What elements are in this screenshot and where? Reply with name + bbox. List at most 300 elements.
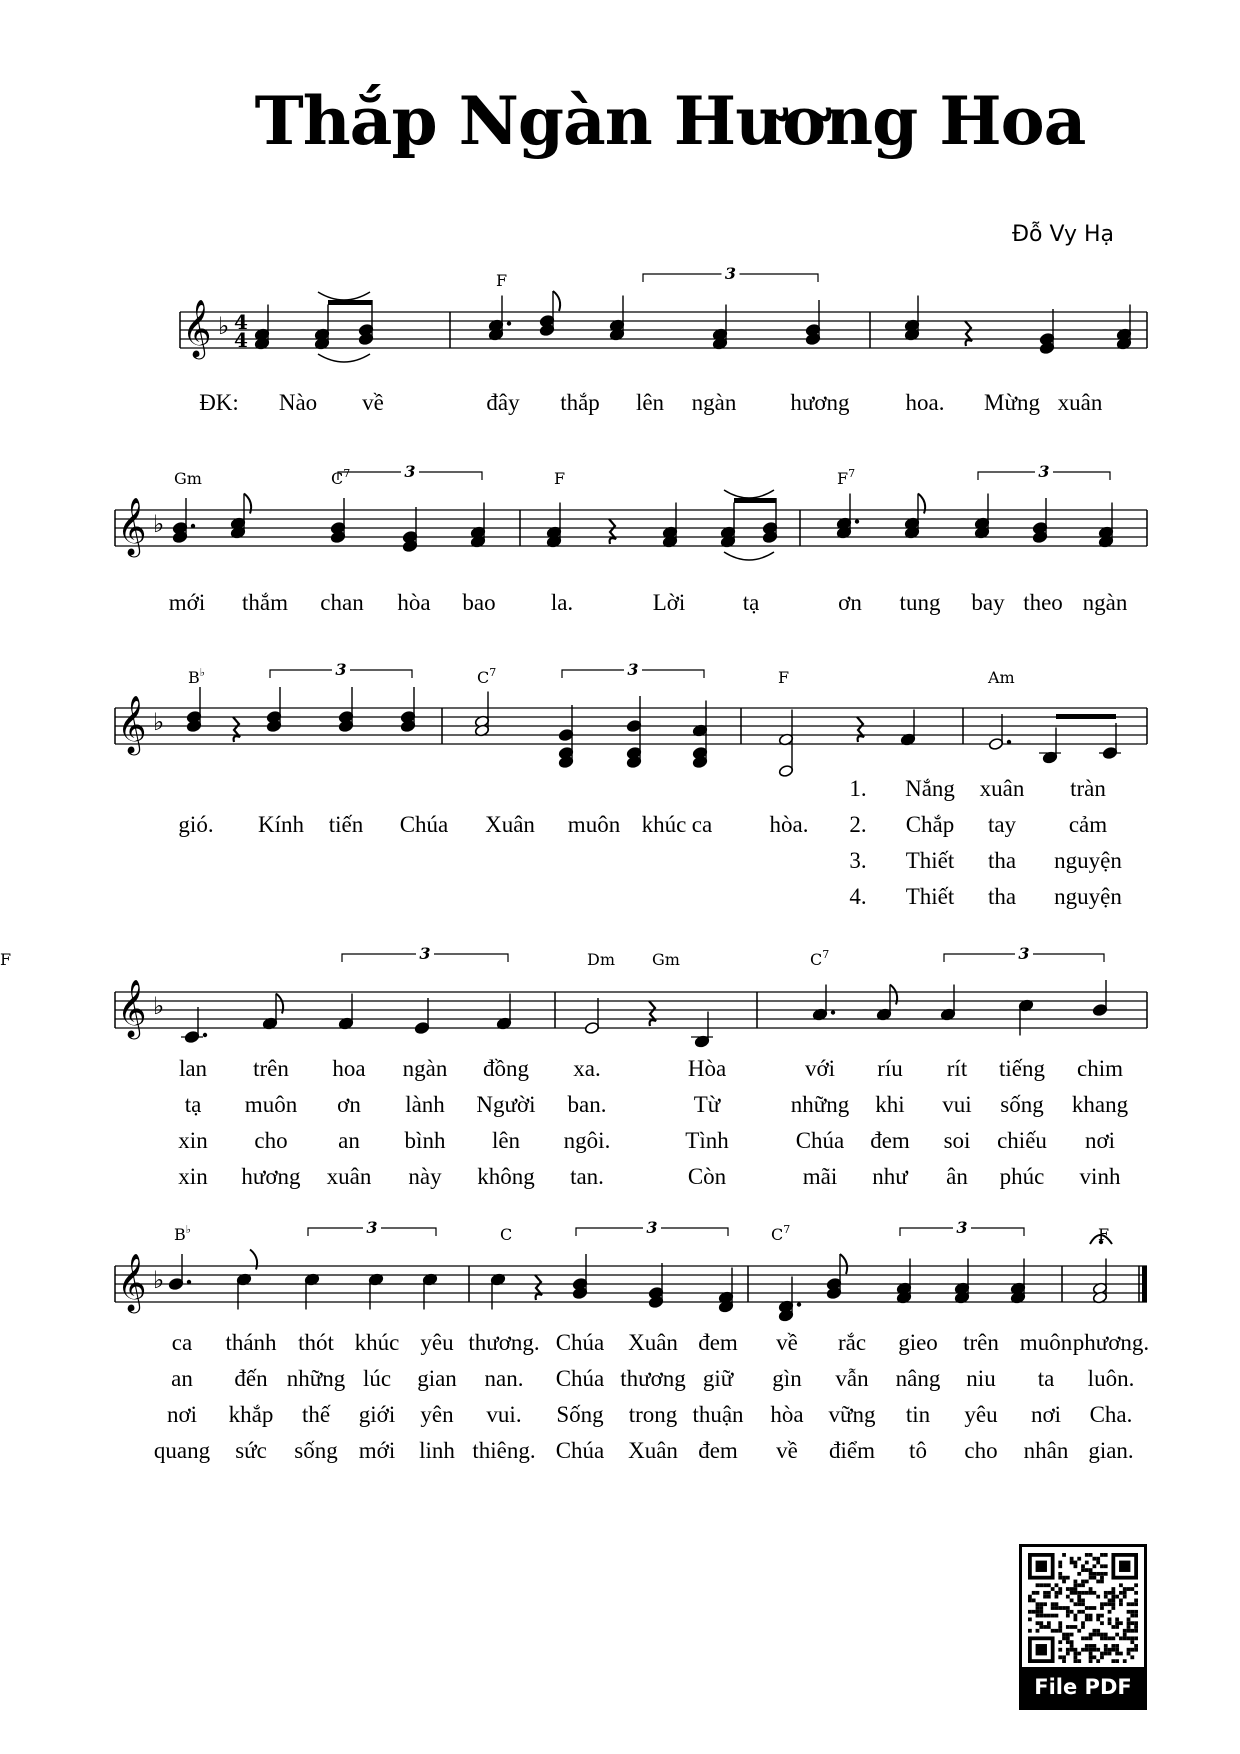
note — [1092, 1259, 1107, 1305]
qr-module — [1096, 1648, 1100, 1652]
triplet-bracket — [900, 1218, 1024, 1237]
note — [609, 296, 624, 342]
lyric-word: sống — [1000, 1092, 1044, 1117]
note — [168, 1254, 191, 1291]
lyric-word: lành — [405, 1092, 445, 1117]
treble-clef-icon: 𝄞 — [117, 695, 147, 753]
triplet-number: 3 — [1038, 462, 1050, 481]
lyric-word: yên — [420, 1402, 454, 1427]
qr-module — [1085, 1614, 1089, 1618]
lyric-word: xin — [178, 1128, 208, 1153]
note — [1116, 305, 1131, 351]
qr-module — [1130, 1629, 1134, 1633]
lyric-word: tan. — [570, 1164, 604, 1189]
qr-module — [1066, 1610, 1070, 1614]
lyric-word: yêu — [420, 1330, 454, 1355]
qr-module — [1123, 1587, 1127, 1591]
lyric-word: không — [477, 1164, 535, 1189]
lyric-word: bình — [404, 1128, 446, 1153]
flat-key-signature-icon: ♭ — [153, 992, 165, 1020]
lyrics-line — [0, 1402, 1240, 1434]
qr-module — [1062, 1636, 1066, 1640]
note — [1010, 1259, 1025, 1305]
chord-symbol: $C^7$ — [331, 467, 351, 488]
lyric-word: bao — [462, 590, 496, 615]
qr-finder-core — [1036, 1561, 1047, 1572]
qr-module — [1115, 1659, 1119, 1663]
qr-module — [1036, 1602, 1040, 1606]
qr-module — [1058, 1648, 1062, 1652]
composer-name: Đỗ Vy Hạ — [1012, 222, 1114, 247]
qr-module — [1051, 1629, 1055, 1633]
qr-module — [1066, 1636, 1070, 1640]
qr-module — [1092, 1633, 1096, 1637]
qr-module — [1081, 1568, 1085, 1572]
qr-module — [1089, 1648, 1093, 1652]
qr-module — [1058, 1640, 1062, 1644]
qr-module — [1047, 1591, 1051, 1595]
qr-module — [1089, 1617, 1093, 1621]
lyric-word: trên — [963, 1330, 999, 1355]
qr-module — [1104, 1636, 1108, 1640]
note — [896, 1259, 911, 1305]
qr-module — [1085, 1606, 1089, 1610]
qr-module — [1062, 1576, 1066, 1580]
lyric-word: muôn — [1019, 1330, 1073, 1355]
qr-module — [1096, 1595, 1100, 1599]
qr-module — [1127, 1652, 1131, 1656]
qr-module — [1127, 1636, 1131, 1640]
qr-module — [1085, 1644, 1089, 1648]
dot — [203, 1033, 207, 1037]
lyrics-line — [0, 1092, 1240, 1124]
lyric-word: ta — [1037, 1366, 1055, 1391]
qr-module — [1062, 1553, 1066, 1557]
qr-module — [1028, 1599, 1032, 1603]
lyric-word: tiến — [328, 812, 364, 837]
qr-module — [1104, 1553, 1108, 1557]
qr-module — [1081, 1602, 1085, 1606]
qr-module — [1115, 1617, 1119, 1621]
qr-module — [1108, 1652, 1112, 1656]
qr-module — [1070, 1640, 1074, 1644]
note — [186, 687, 201, 733]
qr-module — [1074, 1655, 1078, 1659]
qr-module — [1066, 1625, 1070, 1629]
qr-module — [1085, 1617, 1089, 1621]
lyrics-line — [0, 1128, 1240, 1160]
flat-key-signature-icon: ♭ — [153, 510, 165, 538]
qr-module — [1115, 1644, 1119, 1648]
qr-module — [1119, 1652, 1123, 1656]
qr-module — [1123, 1629, 1127, 1633]
qr-module — [1085, 1553, 1089, 1557]
lyric-word: vinh — [1079, 1164, 1121, 1189]
triplet-bracket — [576, 1218, 728, 1237]
note — [712, 305, 727, 351]
lyric-word: Hòa — [687, 1056, 727, 1081]
qr-module — [1127, 1621, 1131, 1625]
qr-module — [1134, 1636, 1138, 1640]
dot — [1007, 740, 1011, 744]
verse-word: 1. — [849, 776, 867, 801]
chord-symbol: F — [0, 950, 12, 969]
qr-module — [1028, 1629, 1032, 1633]
note — [181, 1007, 207, 1044]
lyric-word: điểm — [829, 1438, 875, 1463]
lyric-word: niu — [966, 1366, 996, 1391]
qr-module — [1074, 1652, 1078, 1656]
qr-module — [1092, 1564, 1096, 1568]
qr-module — [1108, 1602, 1112, 1606]
lyric-word: lên — [491, 1128, 521, 1153]
qr-module — [1070, 1625, 1074, 1629]
qr-module — [1130, 1610, 1134, 1614]
lyric-word: ngàn — [402, 1056, 448, 1081]
qr-module — [1111, 1602, 1115, 1606]
lyric-word: những — [790, 1092, 850, 1117]
lyric-word: thắp — [560, 390, 600, 415]
qr-module — [1051, 1614, 1055, 1618]
qr-module — [1043, 1591, 1047, 1595]
qr-module — [1108, 1591, 1112, 1595]
quarter-rest-icon — [965, 321, 972, 346]
lyric-word: Người — [476, 1092, 536, 1117]
lyric-word: quang — [153, 1438, 211, 1463]
qr-module — [1096, 1557, 1100, 1561]
qr-module — [1100, 1633, 1104, 1637]
qr-module — [1043, 1595, 1047, 1599]
qr-module — [1134, 1610, 1138, 1614]
qr-module — [1104, 1595, 1108, 1599]
lyric-word: Kính — [258, 812, 304, 837]
qr-module — [1070, 1587, 1074, 1591]
qr-module — [1077, 1557, 1081, 1561]
qr-module — [1111, 1644, 1115, 1648]
qr-module — [1092, 1648, 1096, 1652]
qr-module — [1062, 1606, 1066, 1610]
note — [954, 1259, 969, 1305]
beam — [734, 498, 776, 503]
qr-module — [1096, 1617, 1100, 1621]
triplet-bracket — [338, 462, 482, 481]
qr-module — [1134, 1602, 1138, 1606]
qr-module — [1058, 1621, 1062, 1625]
dot — [187, 1280, 191, 1284]
verse-word: tha — [987, 848, 1017, 873]
qr-module — [1051, 1606, 1055, 1610]
qr-module — [1077, 1659, 1081, 1663]
qr-module — [1081, 1580, 1085, 1584]
lyric-word: muôn — [244, 1092, 298, 1117]
triplet-number: 3 — [724, 264, 737, 283]
qr-module — [1115, 1595, 1119, 1599]
lyric-word: rít — [946, 1056, 968, 1081]
lyric-word: trên — [253, 1056, 289, 1081]
lyrics-line — [0, 1366, 1240, 1398]
lyric-word: thương — [620, 1366, 686, 1391]
lyric-word: cho — [254, 1128, 288, 1153]
qr-module — [1130, 1640, 1134, 1644]
qr-module — [1043, 1625, 1047, 1629]
treble-clef-icon: 𝄞 — [117, 497, 147, 555]
qr-module — [1062, 1655, 1066, 1659]
qr-module — [1134, 1629, 1138, 1633]
flat-key-signature-icon: ♭ — [153, 708, 165, 736]
lyrics-line — [0, 1438, 1240, 1470]
verse-start-line — [0, 884, 1240, 916]
triplet-number: 3 — [335, 660, 347, 679]
qr-code-box[interactable] — [1019, 1544, 1147, 1710]
qr-module — [1104, 1602, 1108, 1606]
lyric-word: giới — [358, 1402, 396, 1427]
qr-module — [1051, 1602, 1055, 1606]
qr-module — [1081, 1636, 1085, 1640]
lyric-word: khúc — [354, 1330, 400, 1355]
lyric-word: Chúa — [555, 1330, 605, 1355]
lyric-word: hương — [790, 390, 850, 415]
note — [691, 1012, 713, 1049]
chord-symbol: $F^7$ — [837, 467, 856, 488]
lyric-word: Chúa — [555, 1438, 605, 1463]
triplet-number: 3 — [1018, 944, 1030, 963]
qr-module — [1055, 1595, 1059, 1599]
lyric-word: Mừng — [984, 390, 1040, 415]
qr-module — [1127, 1625, 1131, 1629]
lyric-word: tô — [909, 1438, 927, 1463]
lyric-word: rắc — [837, 1330, 867, 1355]
qr-module — [1092, 1655, 1096, 1659]
lyric-word: Nào — [278, 390, 318, 415]
qr-module — [1066, 1633, 1070, 1637]
lyric-word: khi — [875, 1092, 905, 1117]
lyric-word: Xuân — [485, 812, 535, 837]
lyric-word: Xuân — [628, 1330, 678, 1355]
qr-module — [1043, 1614, 1047, 1618]
lyric-word: Tình — [685, 1128, 729, 1153]
qr-module — [1130, 1621, 1134, 1625]
qr-module — [1100, 1652, 1104, 1656]
note — [904, 296, 919, 342]
qr-module — [1123, 1659, 1127, 1663]
final-barline-thick — [1142, 1266, 1147, 1302]
note — [584, 998, 599, 1035]
staff-system — [115, 497, 1147, 558]
note — [720, 503, 735, 549]
qr-module — [1119, 1621, 1123, 1625]
verse-word: Thiết — [905, 884, 955, 909]
treble-clef-icon: 𝄞 — [117, 1253, 147, 1311]
qr-module — [1119, 1591, 1123, 1595]
lyric-word: phương. — [1072, 1330, 1150, 1355]
note — [805, 300, 820, 346]
lyric-word: thót — [298, 1330, 334, 1355]
triplet-bracket — [643, 264, 818, 283]
qr-module — [1089, 1652, 1093, 1656]
qr-module — [1104, 1564, 1108, 1568]
qr-module — [1092, 1606, 1096, 1610]
qr-module — [1066, 1606, 1070, 1610]
verse-word: xuân — [979, 776, 1025, 801]
verse-word: Thiết — [905, 848, 955, 873]
lyric-word: xin — [178, 1164, 208, 1189]
quarter-rest-icon — [857, 717, 864, 742]
qr-module — [1043, 1583, 1047, 1587]
lyric-word: lên — [635, 390, 665, 415]
qr-module — [1134, 1644, 1138, 1648]
qr-module — [1134, 1599, 1138, 1603]
lyric-word: linh — [419, 1438, 455, 1463]
lyric-word: về — [776, 1438, 798, 1463]
qr-module — [1115, 1621, 1119, 1625]
qr-module — [1115, 1633, 1119, 1637]
qr-module — [1100, 1572, 1104, 1576]
qr-module — [1066, 1595, 1070, 1599]
qr-module — [1032, 1591, 1036, 1595]
qr-module — [1096, 1580, 1100, 1584]
qr-module — [1134, 1648, 1138, 1652]
qr-module — [1077, 1629, 1081, 1633]
qr-module — [1066, 1576, 1070, 1580]
qr-module — [1115, 1648, 1119, 1652]
qr-module — [1089, 1633, 1093, 1637]
verse-start-line — [0, 776, 1240, 808]
note — [496, 994, 511, 1031]
lyric-word: ơn — [337, 1092, 361, 1117]
qr-module — [1127, 1610, 1131, 1614]
song-title: Thắp Ngàn Hương Hoa — [254, 82, 1086, 160]
chord-symbol: Gm — [652, 950, 680, 969]
chord-symbol: C — [500, 1225, 513, 1244]
triplet-bracket — [562, 660, 704, 679]
qr-module — [1081, 1583, 1085, 1587]
qr-module — [1127, 1648, 1131, 1652]
verse-word: tha — [987, 884, 1017, 909]
qr-module — [1077, 1591, 1081, 1595]
qr-module — [1089, 1587, 1093, 1591]
qr-module — [1130, 1602, 1134, 1606]
qr-module — [1081, 1599, 1085, 1603]
chord-symbol: $C^7$ — [771, 1223, 791, 1244]
qr-module — [1070, 1648, 1074, 1652]
qr-module — [1104, 1648, 1108, 1652]
lyric-word: Từ — [693, 1092, 721, 1117]
qr-module — [1089, 1572, 1093, 1576]
lyric-word: theo — [1023, 590, 1063, 615]
qr-module — [1096, 1572, 1100, 1576]
note — [470, 503, 485, 549]
lyric-word: mãi — [802, 1164, 838, 1189]
qr-module — [1096, 1614, 1100, 1618]
note — [1099, 723, 1121, 760]
note — [940, 985, 955, 1022]
slur — [724, 552, 774, 560]
note — [254, 305, 269, 351]
qr-module — [1058, 1591, 1062, 1595]
qr-code-icon — [1028, 1553, 1138, 1663]
qr-module — [1089, 1659, 1093, 1663]
lyric-word: chim — [1077, 1056, 1123, 1081]
verse-start-line — [0, 812, 1240, 844]
lyric-word: về — [362, 390, 384, 415]
qr-module — [1108, 1648, 1112, 1652]
lyric-word: về — [776, 1330, 798, 1355]
qr-module — [1058, 1587, 1062, 1591]
qr-module — [1070, 1610, 1074, 1614]
qr-module — [1081, 1591, 1085, 1595]
qr-module — [1115, 1652, 1119, 1656]
qr-module — [1081, 1648, 1085, 1652]
note — [400, 687, 415, 733]
note — [490, 1273, 505, 1310]
qr-module — [1100, 1602, 1104, 1606]
qr-module — [1055, 1583, 1059, 1587]
qr-module — [1039, 1621, 1043, 1625]
qr-module — [1089, 1568, 1093, 1572]
note — [338, 994, 353, 1031]
qr-module — [1127, 1617, 1131, 1621]
note — [236, 1250, 257, 1310]
dot — [855, 519, 859, 523]
quarter-rest-icon — [535, 1275, 542, 1300]
note — [718, 1268, 733, 1314]
lyric-word: đem — [698, 1438, 738, 1463]
lyric-word: gieo — [898, 1330, 938, 1355]
note — [836, 494, 859, 540]
note — [762, 498, 777, 544]
qr-module — [1089, 1576, 1093, 1580]
triplet-number: 3 — [404, 462, 416, 481]
quarter-rest-icon — [609, 519, 616, 544]
qr-module — [1104, 1633, 1108, 1637]
dot — [507, 321, 511, 325]
qr-module — [1043, 1602, 1047, 1606]
qr-module — [1039, 1583, 1043, 1587]
chord-symbol: Gm — [174, 469, 202, 488]
lyric-word: xa. — [573, 1056, 601, 1081]
lyric-word: nơi — [1084, 1128, 1116, 1153]
lyric-word: thế — [301, 1402, 331, 1427]
qr-module — [1055, 1602, 1059, 1606]
qr-module — [1130, 1614, 1134, 1618]
qr-module — [1130, 1648, 1134, 1652]
note — [474, 692, 489, 738]
note — [546, 503, 561, 549]
qr-module — [1077, 1572, 1081, 1576]
qr-module — [1077, 1610, 1081, 1614]
lyric-word: giữ — [702, 1366, 734, 1391]
lyric-word: chan — [320, 590, 364, 615]
qr-module — [1074, 1614, 1078, 1618]
qr-module — [1085, 1561, 1089, 1565]
qr-module — [1036, 1621, 1040, 1625]
qr-module — [1077, 1652, 1081, 1656]
lyric-word: ân — [946, 1164, 968, 1189]
staff-system — [115, 979, 1147, 1040]
lyric-word: an — [171, 1366, 193, 1391]
lyric-word: ca — [691, 812, 713, 837]
lyric-word: chiếu — [997, 1128, 1047, 1153]
qr-module — [1111, 1625, 1115, 1629]
lyric-word: Chúa — [399, 812, 449, 837]
note — [1018, 999, 1033, 1036]
lyric-word: mới — [358, 1438, 396, 1463]
lyrics-line — [0, 1330, 1240, 1362]
qr-module — [1123, 1595, 1127, 1599]
lyric-word: sức — [235, 1438, 267, 1463]
lyric-word: mới — [168, 590, 206, 615]
lyric-word: Lời — [652, 590, 686, 615]
